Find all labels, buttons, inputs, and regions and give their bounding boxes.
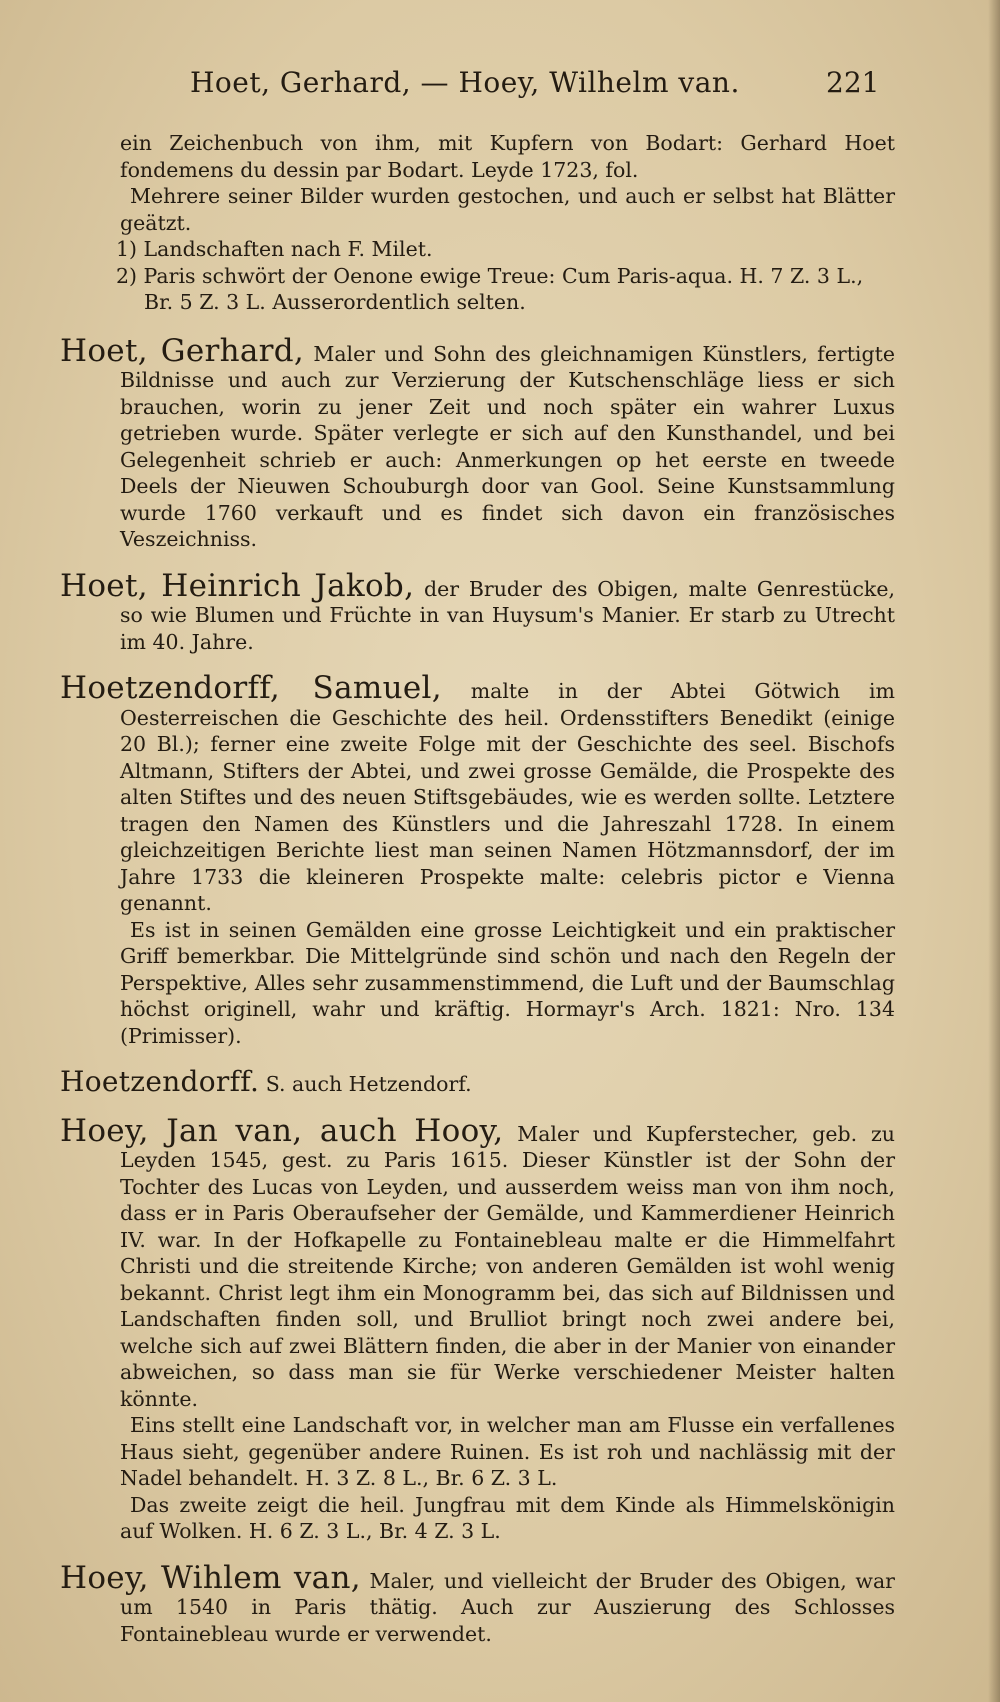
entry-name: Hoey, Jan van, auch Hooy, bbox=[60, 1112, 504, 1149]
entry-paragraph: Es ist in seinen Gemälden eine grosse Leichtigkeit und ein praktischer Griff bemerkbar. Die Mittelgründe sind schön und nach den Regeln der Perspektive, Alles sehr zusammenstimmend, die Luft und der Baumschlag höchst originell, wahr und kräftig. Hormayr's Arch. 1821: Nro. 134 (Primisser). bbox=[120, 917, 895, 1048]
entry-text: malte in der Abtei Götwich im Oesterreischen die Geschichte des heil. Ordensstifters Benedikt (einige 20 Bl.); ferner eine zweite Folge mit der Geschichte des seel. Bischofs Altmann, Stifters der Abtei, und zwei grosse Gemälde, die Prospekte des alten Stiftes und des neuen Stiftsgebäudes, wie es werden sollte. Letztere tragen den Namen des Künstlers und die Jahreszahl 1728. In einem gleichzeitigen Berichte liest man seinen Namen Hötzmannsdorf, der im Jahre 1733 die kleineren Prospekte malte: celebris pictor e Vienna genannt. bbox=[120, 679, 895, 915]
continuation-paragraph: Mehrere seiner Bilder wurden gestochen, und auch er selbst hat Blätter geätzt. bbox=[120, 184, 895, 235]
page-header bbox=[0, 66, 1000, 106]
entry-paragraph: Das zweite zeigt die heil. Jungfrau mit dem Kinde als Himmelskönigin auf Wolken. H. 6 Z. 3 L., Br. 4 Z. 3 L. bbox=[120, 1492, 895, 1543]
entry-text: Maler und Sohn des gleichnamigen Künstlers, fertigte Bildnisse und auch zur Verzierung der Kutschenschläge liess er sich brauchen, worin zu jener Zeit und noch später ein wahrer Luxus getrieben wurde. Später verlegte er sich auf den Kunsthandel, und bei Gelegenheit schrieb er auch: Anmerkungen op het eerste en tweede Deels der Nieuwen Schouburgh door van Gool. Seine Kunstsammlung wurde 1760 verkauft und es findet sich davon ein französisches Veszeichniss. bbox=[120, 341, 895, 551]
entry-paragraph: Eins stellt eine Landschaft vor, in welcher man am Flusse ein verfallenes Haus sieht, gegenüber andere Ruinen. Es ist roh und nachlässig mit der Nadel behandelt. H. 3 Z. 8 L., Br. 6 Z. 3 L. bbox=[120, 1413, 895, 1490]
entry-name: Hoet, Gerhard, bbox=[60, 332, 305, 369]
page-number: 221 bbox=[826, 66, 880, 99]
entry-text: Maler, und vielleicht der Bruder des Obigen, war um 1540 in Paris thätig. Auch zur Auszierung des Schlosses Fontainebleau wurde er verwendet. bbox=[120, 1568, 895, 1646]
entry-hoey-jan-van bbox=[60, 1112, 895, 1545]
running-head: Hoet, Gerhard, — Hoey, Wilhelm van. bbox=[190, 66, 740, 99]
entry-hoetzendorff-reference bbox=[60, 1065, 895, 1098]
entry-hoet-heinrich-jakob bbox=[60, 567, 895, 656]
entry-hoet-gerhard bbox=[60, 332, 895, 553]
entry-hoey-wihlem-van bbox=[60, 1559, 895, 1648]
entry-name: Hoet, Heinrich Jakob, bbox=[60, 567, 415, 604]
list-item: 2) Paris schwört der Oenone ewige Treue: Cum Paris-aqua. H. 7 Z. 3 L., Br. 5 Z. 3 L. Ausserordentlich selten. bbox=[116, 263, 864, 314]
continuation-paragraph: ein Zeichenbuch von ihm, mit Kupfern von Bodart: Gerhard Hoet fondemens du dessin par Bodart. Leyde 1723, fol. bbox=[120, 131, 895, 182]
cross-reference: S. auch Hetzendorf. bbox=[265, 1072, 472, 1096]
entry-name: Hoetzendorff. bbox=[60, 1065, 260, 1098]
entry-text: Maler und Kupferstecher, geb. zu Leyden 1545, gest. zu Paris 1615. Dieser Künstler ist der Sohn der Tochter des Lucas von Leyden, und ausserdem weiss man von ihm noch, dass er in Paris Oberaufseher der Gemälde, und Kammerdiener Heinrich IV. war. In der Hofkapelle zu Fontainebleau malte er die Himmelfahrt Christi und die streitende Kirche; von anderen Gemälden ist wohl wenig bekannt. Christ legt ihm ein Monogramm bei, das sich auf Bildnissen und Landschaften finden soll, und Brulliot bringt noch zwei andere bei, welche sich auf zwei Blättern finden, die aber in der Manier von einander abweichen, so dass man sie für Werke verschiedener Meister halten könnte. bbox=[120, 1121, 895, 1411]
list-item: 1) Landschaften nach F. Milet. bbox=[116, 237, 433, 261]
page-body bbox=[60, 130, 895, 1647]
entry-hoetzendorff-samuel bbox=[60, 670, 895, 1049]
entry-name: Hoey, Wihlem van, bbox=[60, 1559, 361, 1596]
entry-name: Hoetzendorff, Samuel, bbox=[60, 670, 442, 706]
entry-text: der Bruder des Obigen, malte Genrestücke, so wie Blumen und Früchte in van Huysum's Manier. Er starb zu Utrecht im 40. Jahre. bbox=[120, 576, 895, 654]
